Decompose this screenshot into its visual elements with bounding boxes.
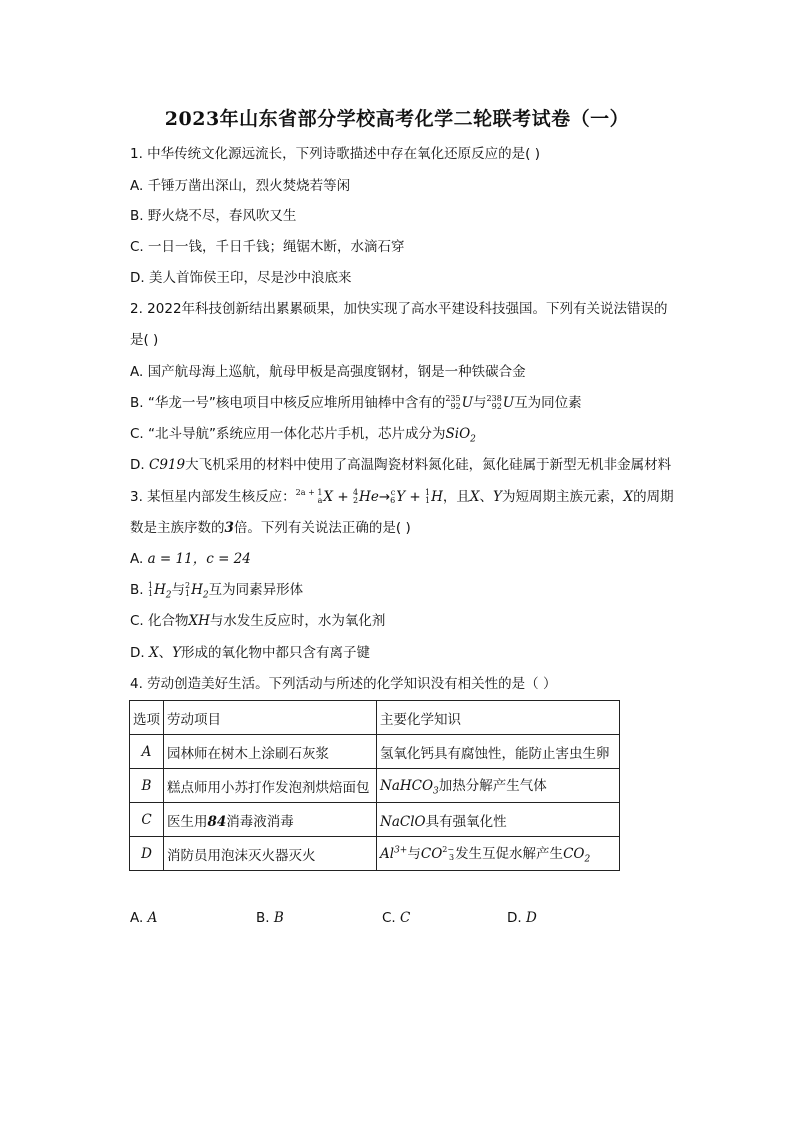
element-symbol: X — [469, 489, 480, 505]
table-cell-option: C — [130, 803, 164, 837]
isotope-notation — [148, 582, 153, 598]
option-letter: A. — [130, 551, 148, 567]
table-cell-activity: 糕点师用小苏打作发泡剂烘焙面包 — [164, 769, 377, 803]
atomic-number: 1 — [184, 589, 191, 598]
mass-number: c — [390, 488, 396, 497]
table-row — [130, 803, 620, 837]
formula-subscript: 3 — [448, 853, 455, 863]
q3-stem-line2 — [130, 518, 411, 538]
q2-d-text: 大飞机采用的材料中使用了高温陶瓷材料氮化硅，氮化硅属于新型无机非金属材料 — [185, 457, 672, 473]
option-label: A. — [130, 910, 144, 926]
table-row — [130, 837, 620, 871]
isotope-notation — [353, 489, 358, 505]
mass-number: 235 — [445, 394, 461, 403]
q2-stem-line2: 是( ) — [130, 332, 159, 348]
table-row — [130, 769, 620, 803]
q3-c-text: 与水发生反应时，水为氧化剂 — [209, 613, 386, 629]
multiplier-number: 3 — [224, 520, 234, 536]
table-cell-activity: 园林师在树木上涂刷石灰浆 — [164, 735, 377, 769]
mass-number: 2a + 1 — [295, 488, 323, 497]
chemical-formula: XH — [188, 613, 210, 629]
element-symbol: He — [359, 489, 379, 505]
q1-option-a: A. 千锤万凿出深山，烈火焚烧若等闲 — [130, 178, 351, 194]
isotope-notation — [487, 395, 502, 411]
formula-subscript: 3 — [433, 786, 439, 797]
q3-option-a — [130, 549, 251, 569]
atomic-number: a — [317, 496, 323, 505]
q4-choice-b — [256, 910, 284, 926]
separator: 、 — [158, 645, 173, 661]
mass-number: 4 — [352, 488, 359, 497]
formula-subscript: 2 — [165, 590, 172, 601]
chemical-formula — [445, 426, 476, 445]
isotope-notation — [185, 582, 190, 598]
q4-table — [129, 700, 620, 871]
option-label: B. — [256, 910, 270, 926]
formula-subscript: 2 — [470, 434, 476, 445]
reaction-arrow: → — [378, 489, 391, 505]
ion-symbol: CO — [420, 846, 443, 863]
option-value: B — [273, 910, 284, 926]
q2-option-a: A. 国产航母海上巡航，航母甲板是高强度钢材，钢是一种铁碳合金 — [130, 364, 526, 380]
chemical-formula: NaHCO — [380, 778, 434, 795]
q2-option-c — [130, 424, 476, 450]
math-expression: a = 11，c = 24 — [147, 551, 251, 567]
connector-text: 与 — [407, 846, 421, 863]
element-symbol: U — [502, 395, 515, 411]
table-row — [130, 735, 620, 769]
q3-c-text: C. 化合物 — [130, 613, 189, 629]
activity-text: 消毒液消毒 — [226, 813, 294, 830]
table-cell-knowledge — [377, 803, 620, 837]
table-header-row — [130, 701, 620, 735]
element-symbol: Y — [493, 489, 502, 505]
isotope-notation — [445, 395, 460, 411]
formula-subscript: 2 — [202, 590, 209, 601]
q3-stem-line1 — [130, 487, 674, 507]
ion-charge: 3+ — [394, 845, 408, 856]
option-value: D — [525, 910, 537, 926]
q3-stem-text: 3. 某恒星内部发生核反应： — [130, 489, 296, 505]
atomic-number: 92 — [450, 402, 461, 411]
q3-stem-text: ，且 — [442, 489, 470, 505]
q2-c-text: C. “北斗导航”系统应用一体化芯片手机，芯片成分为 — [130, 426, 446, 442]
option-letter: D. — [130, 645, 149, 661]
formula-base: H — [191, 582, 203, 598]
isotope-notation — [296, 489, 323, 505]
table-header-cell: 劳动项目 — [164, 701, 377, 735]
q3-option-b — [130, 580, 303, 606]
table-cell-activity: 消防员用泡沫灭火器灭火 — [164, 837, 377, 871]
q2-stem-line1: 2. 2022年科技创新结出累累硕果，加快实现了高水平建设科技强国。下列有关说法错误的 — [130, 301, 668, 317]
option-value: A — [147, 910, 158, 926]
mass-number: 2 — [184, 581, 191, 590]
q4-choice-d — [507, 910, 537, 926]
knowledge-text: 具有强氧化性 — [425, 813, 507, 830]
table-cell-knowledge: 氢氧化钙具有腐蚀性，能防止害虫生卵 — [377, 735, 620, 769]
table-cell-option: B — [130, 769, 164, 803]
element-symbol: Y — [396, 489, 406, 505]
option-letter: B. — [130, 582, 148, 598]
option-letter: D. — [130, 457, 149, 473]
chemical-formula: NaClO — [380, 813, 426, 830]
atomic-number: 92 — [491, 402, 502, 411]
option-label: C. — [382, 910, 396, 926]
table-header-cell: 选项 — [130, 701, 164, 735]
page-title: 2023年山东省部分学校高考化学二轮联考试卷（一） — [164, 108, 630, 130]
ion-sub-super — [442, 846, 454, 862]
plus-sign: + — [405, 489, 426, 505]
table-cell-knowledge — [377, 769, 620, 803]
q4-choice-c — [382, 910, 410, 926]
table-header-cell: 主要化学知识 — [377, 701, 620, 735]
activity-text: 医生用 — [167, 813, 208, 830]
q1-option-b: B. 野火烧不尽，春风吹又生 — [130, 208, 297, 224]
q2-option-b — [130, 393, 582, 413]
q2-b-tail: 互为同位素 — [514, 395, 582, 411]
chemical-formula — [153, 582, 172, 601]
option-value: C — [400, 910, 411, 926]
chemical-formula: CO — [563, 846, 585, 863]
mass-number: 1 — [147, 581, 153, 590]
connector-text: 与 — [171, 582, 185, 598]
element-symbol: H — [431, 489, 443, 505]
ion-charge: 2− — [442, 845, 455, 855]
atomic-number: 2 — [352, 496, 359, 505]
plus-sign: + — [333, 489, 353, 505]
knowledge-text: 发生互促水解产生 — [455, 846, 564, 863]
atomic-number: 6 — [390, 496, 396, 505]
q3-stem-text: 倍。下列有关说法正确的是( ) — [233, 520, 411, 536]
chemical-formula — [191, 582, 209, 601]
formula-base: H — [153, 582, 166, 598]
element-symbol: U — [461, 395, 474, 411]
q3-stem-text: 的周期 — [633, 489, 674, 505]
mass-number: 238 — [486, 394, 502, 403]
q2-option-d — [130, 455, 671, 475]
isotope-notation — [390, 489, 395, 505]
q3-d-text: 形成的氧化物中都只含有离子键 — [181, 645, 371, 661]
aircraft-model: C919 — [148, 457, 186, 473]
q3-stem-text: 数是主族序数的 — [130, 520, 225, 536]
isotope-notation — [425, 489, 430, 505]
q3-option-c — [130, 611, 385, 631]
element-symbol: X — [148, 645, 159, 661]
element-symbol: X — [323, 489, 334, 505]
connector-text: 与 — [473, 395, 487, 411]
table-cell-knowledge — [377, 837, 620, 871]
q2-b-text: B. “华龙一号”核电项目中核反应堆所用铀棒中含有的 — [130, 395, 446, 411]
atomic-number: 1 — [147, 589, 153, 598]
element-symbol: Y — [172, 645, 182, 661]
q1-option-d: D. 美人首饰侯王印，尽是沙中浪底来 — [130, 270, 352, 286]
mass-number: 1 — [425, 488, 431, 497]
table-cell-option: A — [130, 735, 164, 769]
separator: 、 — [479, 489, 494, 505]
q1-stem: 1. 中华传统文化源远流长，下列诗歌描述中存在氧化还原反应的是( ) — [130, 146, 540, 162]
table-cell-option: D — [130, 837, 164, 871]
option-label: D. — [507, 910, 522, 926]
q3-option-d — [130, 643, 370, 663]
ion-symbol: Al — [380, 846, 395, 863]
disinfectant-number: 84 — [207, 813, 227, 830]
table-cell-activity — [164, 803, 377, 837]
q3-b-text: 互为同素异形体 — [208, 582, 304, 598]
q1-option-c: C. 一日一钱，千日千钱；绳锯木断，水滴石穿 — [130, 239, 405, 255]
q4-choice-a — [130, 910, 157, 926]
atomic-number: 1 — [425, 496, 431, 505]
q3-stem-text: 为短周期主族元素， — [501, 489, 624, 505]
q4-stem: 4. 劳动创造美好生活。下列活动与所述的化学知识没有相关性的是（ ） — [130, 676, 557, 692]
formula-base: SiO — [445, 426, 471, 442]
formula-subscript: 2 — [584, 854, 591, 865]
knowledge-text: 加热分解产生气体 — [438, 778, 547, 795]
element-symbol: X — [623, 489, 634, 505]
